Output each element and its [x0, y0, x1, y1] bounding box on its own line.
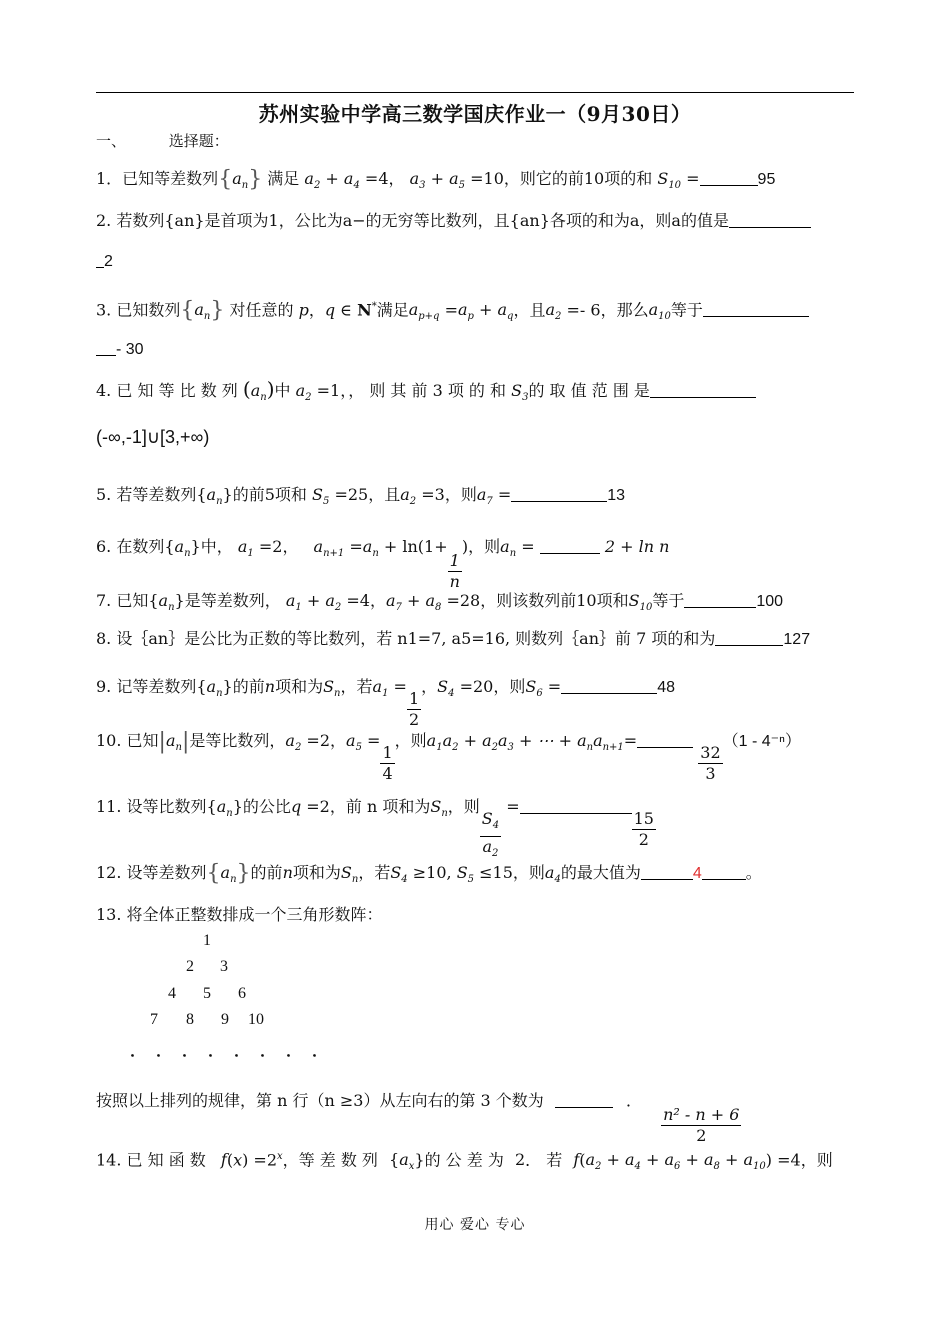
array-number: 1 — [203, 932, 211, 949]
q11-text2: 的公比 — [242, 797, 291, 816]
array-number: 10 — [248, 1011, 264, 1028]
q10-answer-numerator: 32 — [700, 743, 721, 762]
q14-text5: ，则 — [800, 1150, 833, 1170]
question-11: 11. 设等比数列$\{a_n\}$的公比q =2，前 n 项和为$S_n$，则 $\frac{S_4}{a_2}$ = $\frac{15}{2}$ — [96, 797, 654, 860]
q6-text3: ，则 — [468, 537, 501, 556]
q5-text: 5. 若等差数列 — [96, 485, 197, 504]
question-3: 3. 已知数列$\{a_n\}$ 对任意的 p，q ∈ N*满足$a_{p+q} =a_p + a_q$，且$a_2 =- 6$，那么$a_{10}$等于 — [96, 296, 809, 329]
q7-text2: 是等差数列， — [184, 591, 281, 610]
q13-rule-line: 按照以上排列的规律，第 n 行（n ≥3）从左向右的第 3 个数为 ． $\frac{\text{n² - n + 6}}{2}$ — [96, 1091, 740, 1145]
q12-text2: 的前 — [250, 863, 283, 882]
q2-answer-line — [96, 250, 113, 273]
q1-text: 1．已知等差数列 — [96, 169, 219, 188]
question-10: 10. 已知$|a_n|$是等比数列，$a_2 =2$，$a_5$ = $\frac{1}{4}$ ，则$a_1a_2 + a_2a_3$ + ⋯ + $a_na_{n+1}=$ $\frac{32}{3}$ （1 - 4⁻ⁿ） — [96, 729, 801, 783]
q4-blank — [650, 381, 756, 398]
q3-text3: 满足 — [376, 300, 409, 320]
question-2 — [96, 210, 811, 232]
q11-text4: ，则 — [447, 797, 480, 816]
q11-text: 11. 设等比数列 — [96, 797, 207, 816]
q13-answer-numerator: n² - n + 6 — [663, 1105, 740, 1124]
question-14: 14. 已 知 函 数 $f(x) =2^x$，等 差 数 列 $\{a_x\}$的 公 差 为 2． 若 $f(a_2 + a_4 + a_6 + a_8 + a_{10}) =4$，则 — [96, 1150, 833, 1173]
q3-text2: 对任意的 — [229, 300, 294, 320]
q12-text: 12. 设等差数列 — [96, 863, 207, 882]
q12-answer: 4 — [692, 865, 702, 882]
question-4: 4. 已 知 等 比 数 列 $(a_n)$中 $a_2 =1$，， 则 其 前 3 项 的 和 $S_3$的 取 值 范 围 是 — [96, 378, 756, 409]
q7-text4: 等于 — [652, 591, 685, 610]
page-footer: 用心 爱心 专心 — [424, 1217, 526, 1233]
q11-text3: ，前 n 项和为 — [329, 797, 431, 816]
q1-text3: ，则它的前10项的和 — [503, 169, 653, 188]
q10-text3: ，则 — [394, 731, 427, 750]
q14-text3: 的 公 差 为 — [424, 1150, 504, 1170]
q3-text5: ，那么 — [600, 300, 649, 320]
q1-blank — [700, 169, 758, 186]
question-7: 7. 已知$\{a_n\}$是等差数列， $a_1 + a_2 =4$，$a_7 + a_8 =28$，则该数列前10项和$S_{10}$等于 100 — [96, 591, 784, 614]
q1-text2: 满足 — [267, 169, 300, 188]
array-number: 3 — [220, 958, 228, 975]
q4-answer-line — [96, 426, 209, 449]
q6-blank — [540, 537, 600, 554]
q6-text2: 中， — [200, 537, 233, 556]
array-number: 8 — [186, 1011, 194, 1028]
array-number: 5 — [203, 985, 211, 1002]
q3-answer: - 30 — [116, 341, 144, 358]
q12-text6: 的最大值为 — [560, 863, 641, 882]
q10-answer-tail: （1 - 4⁻ⁿ） — [722, 733, 801, 750]
question-5: 5. 若等差数列$\{a_n\}$的前5项和 $S_5 =25$，且$a_2 =3$，则$a_7 = 13$ — [96, 485, 626, 508]
q3-text6: 等于 — [670, 300, 703, 320]
array-number: 9 — [221, 1011, 229, 1028]
question-6: 6. 在数列$\{a_n\}$中， $a_1 =2$， $a_{n+1} =a_n + \ln(1+$ $\frac{1}{n}$ )，则$a_n = 2 + \ln n$ — [96, 537, 670, 591]
question-8 — [96, 628, 810, 651]
section-number: 一、 — [96, 132, 127, 150]
q2-blank — [729, 211, 811, 228]
q10-text: 10. 已知 — [96, 731, 159, 750]
q4-answer: (-∞,-1]∪[3,+∞) — [96, 427, 210, 447]
question-1: 1．已知等差数列$\{a_n\}$ 满足 $a_2 + a_4 =4$， $a_3 + a_5 =10$，则它的前10项的和 $S_{10} = 95$ — [96, 167, 776, 192]
q13-text: 13. 将全体正整数排成一个三角形数阵： — [96, 905, 383, 924]
q11-answer-denominator: 2 — [638, 830, 649, 849]
array-number: 7 — [150, 1011, 158, 1028]
q6-text: 6. 在数列 — [96, 537, 165, 556]
page-title: 苏州实验中学高三数学国庆作业一（9月30日） — [258, 102, 692, 126]
q7-text: 7. 已知 — [96, 591, 149, 610]
question-13 — [96, 904, 383, 926]
q7-text3: ，则该数列前10项和 — [480, 591, 629, 610]
question-9: 9. 记等差数列$\{a_n\}$的前n项和为$S_n$，若$a_1$ = $\frac{1}{2}$ ，$S_4 =20$，则$S_6 = 48$ — [96, 677, 675, 729]
q5-answer: 13 — [607, 487, 626, 504]
q12-text4: ，若 — [358, 863, 391, 882]
q2-text: 2. 若数列{an}是首项为1，公比为a−的无穷等比数列，且{an}各项的和为a，则a的值是 — [96, 211, 729, 230]
q6-answer: 2 + ln n — [604, 537, 670, 556]
q14-text4: ． 若 — [525, 1150, 563, 1170]
q5-text4: ，则 — [444, 485, 477, 504]
q3-answer-line — [96, 338, 144, 361]
q7-blank — [684, 591, 756, 608]
q9-blank — [561, 677, 657, 694]
q11-answer-numerator: 15 — [633, 809, 654, 828]
q10-text2: 是等比数列， — [189, 731, 286, 750]
q13-blank — [555, 1091, 613, 1108]
header-rule — [96, 92, 854, 93]
q10-blank — [637, 731, 693, 748]
q4-text2: 中 — [274, 381, 291, 400]
q3-blank — [703, 300, 809, 317]
section-heading — [96, 130, 229, 152]
q8-answer: 127 — [783, 631, 811, 648]
q4-text: 4. 已 知 等 比 数 列 — [96, 381, 238, 400]
q3-text: 3. 已知数列 — [96, 300, 181, 320]
q13-rule-text: 按照以上排列的规律，第 n 行（n ≥3）从左向右的第 3 个数为 — [96, 1091, 544, 1110]
section-label: 选择题： — [168, 132, 229, 150]
q9-answer: 48 — [657, 679, 675, 696]
q9-text: 9. 记等差数列 — [96, 677, 197, 696]
q12-text5: ，则 — [512, 863, 545, 882]
q9-text2: 的前 — [232, 677, 265, 696]
q2-answer: 2 — [104, 253, 113, 270]
q9-text5: ，则 — [493, 677, 526, 696]
q5-text3: ，且 — [368, 485, 401, 504]
q12-end: 。 — [745, 863, 762, 882]
q12-text3: 项和为 — [292, 863, 341, 882]
q11-blank — [520, 797, 632, 814]
q13-answer-denominator: 2 — [696, 1126, 707, 1145]
q8-text: 8. 设｛an｝是公比为正数的等比数列，若 n1=7, a5=16, 则数列｛an｝前 7 项的和为 — [96, 629, 716, 648]
q1-answer: 95 — [757, 171, 776, 188]
q3-text4: ，且 — [513, 300, 546, 320]
array-ellipsis: ．．．．．．．． — [130, 1043, 347, 1060]
q5-text2: 的前5项和 — [232, 485, 307, 504]
q4-text4: 的 取 值 范 围 是 — [528, 381, 650, 400]
q4-text3: ， 则 其 前 3 项 的 和 — [348, 381, 507, 400]
q9-text3: 项和为 — [275, 677, 324, 696]
array-number: 2 — [186, 958, 194, 975]
q14-text2: ，等 差 数 列 — [282, 1150, 378, 1170]
q5-blank — [511, 485, 607, 502]
q8-blank — [715, 629, 783, 646]
question-12: 12. 设等差数列$\{a_n\}$的前n项和为$S_n$，若$S_4 \ge 10$, $S_5 \le 15$，则$a_4$的最大值为 4 。 — [96, 861, 762, 886]
array-number: 6 — [238, 985, 246, 1002]
array-number: 4 — [168, 985, 176, 1002]
q14-text: 14. 已 知 函 数 — [96, 1150, 206, 1170]
q9-text4: ，若 — [340, 677, 373, 696]
q10-answer-denominator: 3 — [705, 764, 716, 783]
q7-answer: 100 — [756, 593, 784, 610]
